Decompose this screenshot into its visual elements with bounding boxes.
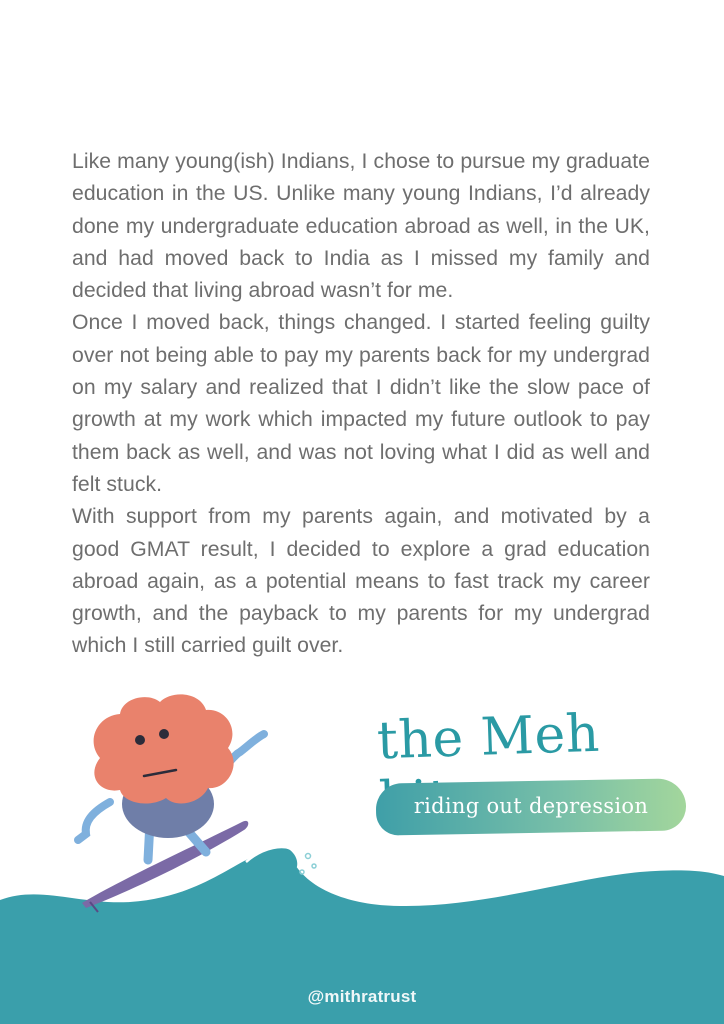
paragraph-1: Like many young(ish) Indians, I chose to pursue my graduate education in the US. Unlike many young Indians, I’d already done my undergraduate education abroad as well, in the UK, and had moved back to India as I missed my family and decided that living abroad wasn’t for me.	[72, 150, 650, 303]
character-left-arm	[78, 802, 110, 840]
social-handle: @mithratrust	[307, 987, 417, 1006]
character-eye-right	[159, 729, 169, 739]
character-head	[94, 694, 234, 803]
article-body	[72, 146, 650, 663]
paragraph-2: Once I moved back, things changed. I started feeling guilty over not being able to pay my parents back for my undergrad on my salary and realized that I didn’t like the slow pace of growth at my work which impacted my future outlook to pay them back as well, and was not loving what I did as well and felt stuck.	[72, 311, 650, 496]
character-eye-left	[135, 735, 145, 745]
brand-tagline: riding out depression	[413, 794, 649, 818]
brand-title: the Meh	[376, 703, 601, 772]
paragraph-3: With support from my parents again, and motivated by a good GMAT result, I decided to explore a grad education abroad again, as a potential means to fast track my career growth, and the payback to my parents for my undergrad which I still carried guilt over.	[72, 505, 650, 658]
